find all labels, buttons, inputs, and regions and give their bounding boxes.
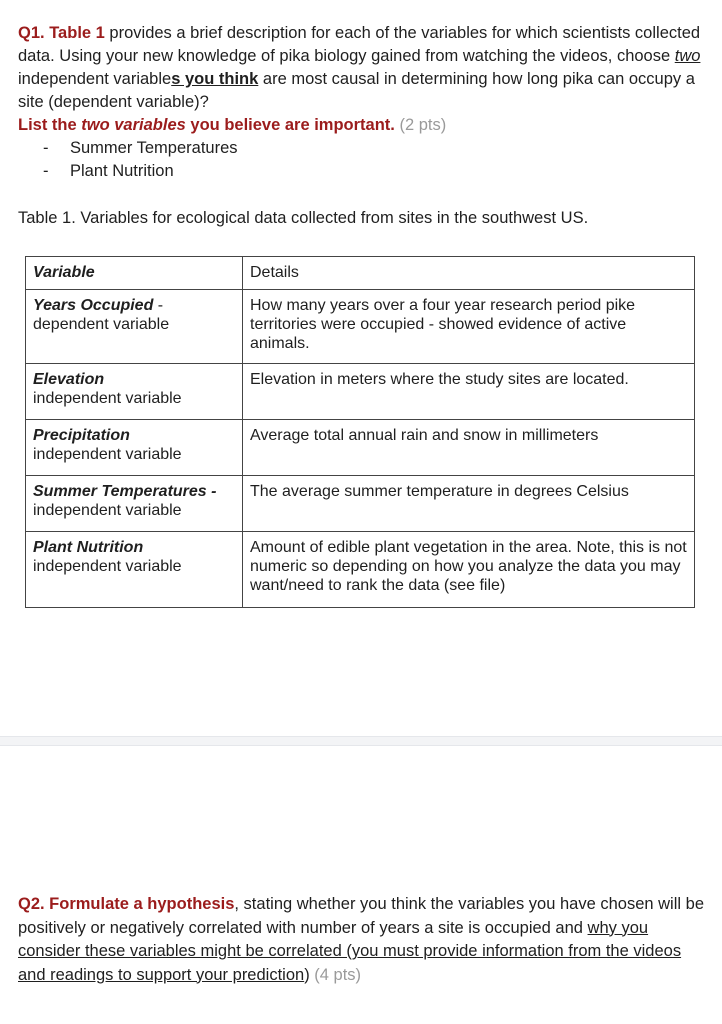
question-1-text-a: provides a brief description for each of the variables for which scientists collected data. Using your new knowledge of pika biology gained from watching the videos, choose <box>18 24 701 65</box>
list-item: - Plant Nutrition <box>43 162 174 180</box>
question-2 <box>18 893 712 987</box>
table-row <box>26 476 695 532</box>
two-emphasis: two <box>674 47 701 65</box>
question-2-text-a: , stating whether you think the variables you have chosen will be positively or negatively correlated with number of years a site is occupied and <box>18 895 704 937</box>
variable-role: dependent variable <box>33 316 170 333</box>
header-details: Details <box>243 257 695 290</box>
list-item: - Summer Temperatures <box>43 139 238 157</box>
answer-2: Plant Nutrition <box>70 162 174 180</box>
variable-cell <box>26 420 243 476</box>
list-prompt-a: List the <box>18 116 82 134</box>
variable-cell <box>26 364 243 420</box>
variable-name: Years Occupied <box>33 297 154 314</box>
you-think-emphasis: s you think <box>171 70 259 88</box>
question-2-points: (4 pts) <box>314 965 362 984</box>
list-prompt-b: you believe are important. <box>185 116 395 134</box>
table-header-row <box>26 257 695 290</box>
details-cell: Average total annual rain and snow in millimeters <box>243 420 695 476</box>
variable-name: Elevation <box>33 371 105 388</box>
question-1-points: (2 pts) <box>399 116 447 134</box>
table-caption: Table 1. Variables for ecological data collected from sites in the southwest US. <box>18 209 589 227</box>
details-cell: The average summer temperature in degrees Celsius <box>243 476 695 532</box>
question-1-prompt <box>18 22 708 114</box>
question-1 <box>18 22 708 183</box>
variable-cell <box>26 476 243 532</box>
variable-name: Plant Nutrition <box>33 539 144 556</box>
variable-suffix: - <box>153 297 164 314</box>
answer-1: Summer Temperatures <box>70 139 238 157</box>
header-variable-label: Variable <box>33 264 95 281</box>
question-2-label: Q2. Formulate a hypothesis <box>18 895 235 913</box>
variables-table <box>25 256 695 608</box>
details-cell: Amount of edible plant vegetation in the area. Note, this is not numeric so depending on how you analyze the data you may want/need to rank the data (see file) <box>243 532 695 608</box>
details-cell: Elevation in meters where the study sites are located. <box>243 364 695 420</box>
variable-name: Precipitation <box>33 427 130 444</box>
question-1-label: Q1. <box>18 24 45 42</box>
table-row <box>26 364 695 420</box>
header-variable <box>26 257 243 290</box>
variable-cell <box>26 532 243 608</box>
table-row <box>26 420 695 476</box>
variable-role: independent variable <box>33 446 182 463</box>
variable-role: independent variable <box>33 390 182 407</box>
details-cell: How many years over a four year research period pike territories were occupied - showed evidence of active animals. <box>243 290 695 364</box>
list-prompt-two-variables: two variables <box>81 116 186 134</box>
question-1-text-b: independent variable <box>18 70 172 88</box>
question-2-text-b: ) <box>304 965 310 984</box>
page-divider <box>0 736 722 746</box>
variable-name: Summer Temperatures - <box>33 483 217 500</box>
table-row <box>26 532 695 608</box>
variable-cell <box>26 290 243 364</box>
answer-list <box>18 137 708 183</box>
list-prompt <box>18 114 708 137</box>
question-1-text-c: are most causal in determining how long pika can occupy a site (dependent variable)? <box>18 70 695 111</box>
table-1-reference: Table 1 <box>49 24 105 42</box>
question-2-underlined: why you consider these variables might be correlated (you must provide information from the videos and readings to support your prediction <box>18 918 682 984</box>
variable-role: independent variable <box>33 502 182 519</box>
variable-role: independent variable <box>33 558 182 575</box>
table-row <box>26 290 695 364</box>
